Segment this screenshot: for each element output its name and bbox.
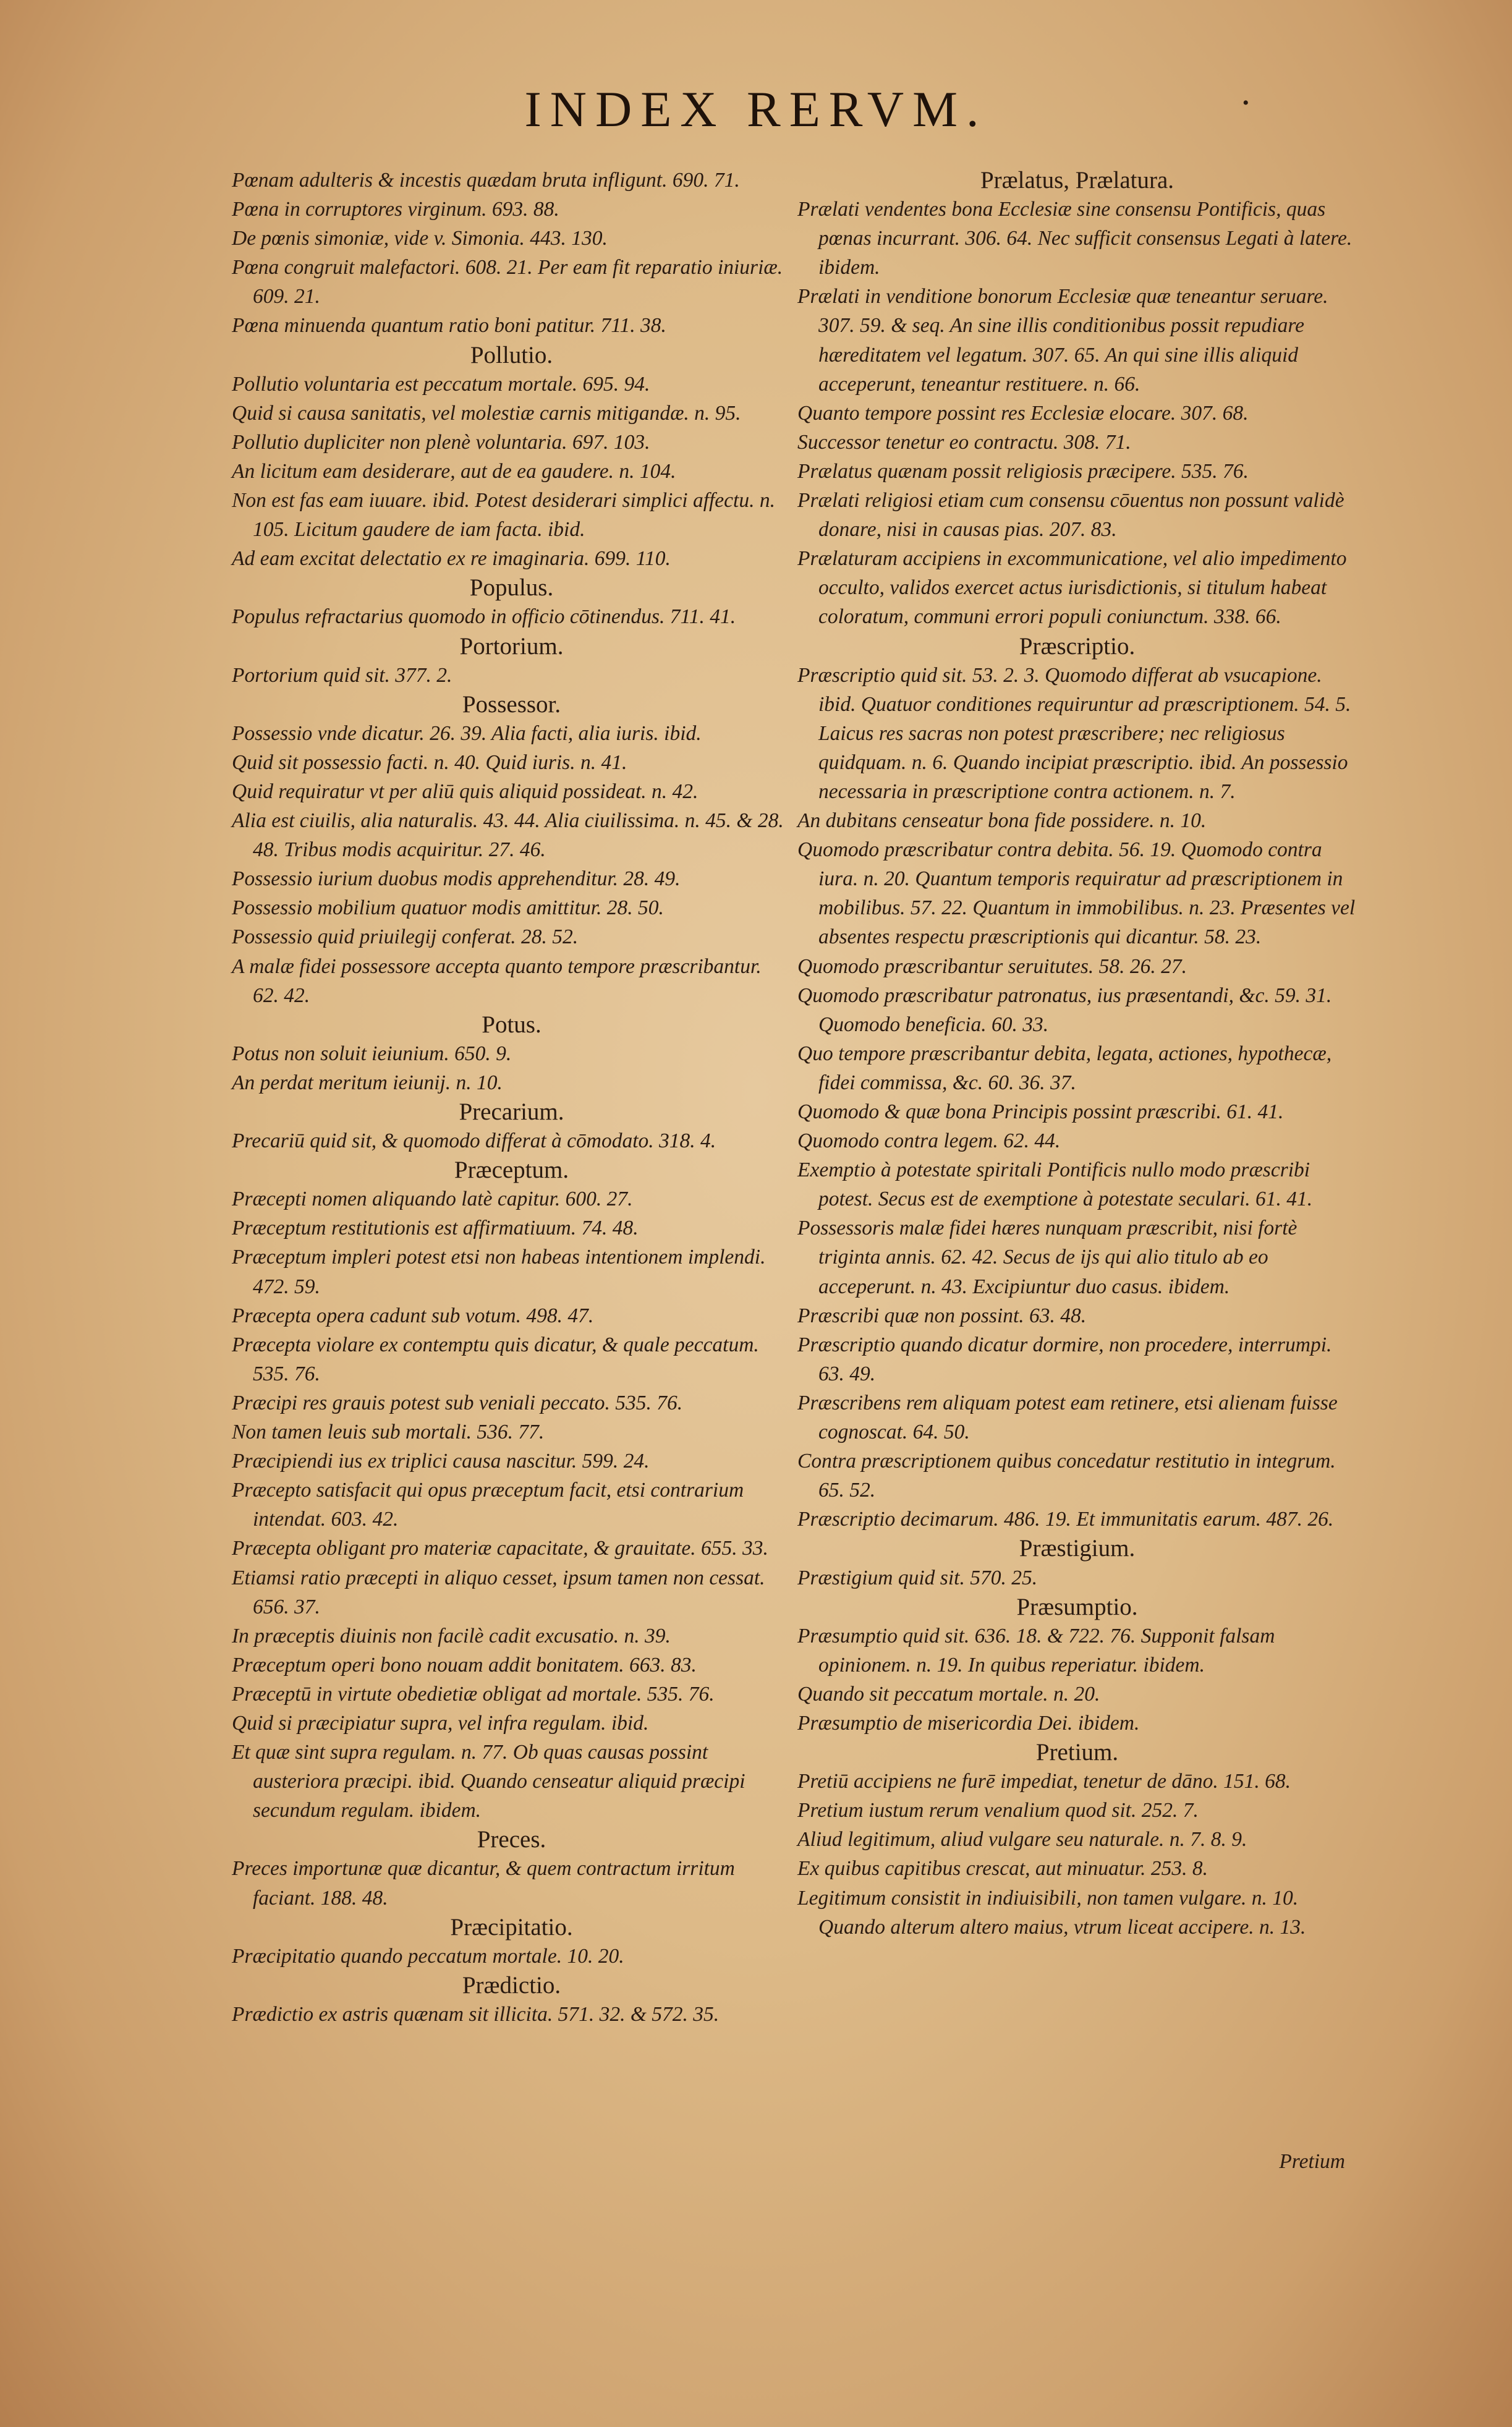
index-heading: Prædictio. <box>462 1971 561 1999</box>
index-entry: Præscriptio quando dicatur dormire, non procedere, interrumpi. 63. 49. <box>797 1333 1332 1385</box>
index-entry: Exemptio à potestate spiritali Pontificis nullo modo præscribi potest. Secus est de exemptione à potestate seculari. 61. 41. <box>797 1158 1313 1211</box>
index-entry: Præscribens rem aliquam potest eam retinere, etsi alienam fuisse cognoscat. 64. 50. <box>797 1391 1338 1444</box>
index-entry: Pœna in corruptores virginum. 693. 88. <box>232 198 559 221</box>
index-entry: Etiamsi ratio præcepti in aliquo cesset, ipsum tamen non cessat. 656. 37. <box>232 1566 765 1618</box>
index-entry: Prælati religiosi etiam cum consensu cōuentus non possunt validè donare, nisi in causas pias. 207. 83. <box>797 489 1344 542</box>
index-entry: Præsumptio quid sit. 636. 18. & 722. 76. Supponit falsam opinionem. n. 19. In quibus reperiatur. ibidem. <box>797 1624 1275 1677</box>
index-entry: Prælaturam accipiens in excommunicatione, vel alio impedimento occulto, validos exercet actus iurisdictionis, si titulum habeat coloratum, communi errori populi coniunctum. 338. 66. <box>797 547 1347 629</box>
index-entry: Non tamen leuis sub mortali. 536. 77. <box>232 1421 545 1444</box>
index-entry: Ad eam excitat delectatio ex re imaginaria. 699. 110. <box>232 547 671 571</box>
index-entry: Præcepto satisfacit qui opus præceptum facit, etsi contrarium intendat. 603. 42. <box>232 1479 744 1531</box>
left-column <box>232 166 791 2029</box>
index-entry: Pœnam adulteris & incestis quædam bruta infligunt. 690. 71. <box>232 169 740 192</box>
index-entry: Populus refractarius quomodo in officio cōtinendus. 711. 41. <box>232 605 736 629</box>
index-entry: Quanto tempore possint res Ecclesiæ elocare. 307. 68. <box>797 401 1249 425</box>
index-entry: Contra præscriptionem quibus concedatur restitutio in integrum. 65. 52. <box>797 1450 1336 1502</box>
index-entry: Possessoris malæ fidei hæres nunquam præscribit, nisi fortè triginta annis. 62. 42. Secus de ijs qui alio titulo ab eo acceperunt. n. 43. Excipiuntur duo casus. ibidem. <box>797 1217 1298 1298</box>
index-entry: Successor tenetur eo contractu. 308. 71. <box>797 430 1131 454</box>
index-entry: Præceptum impleri potest etsi non habeas intentionem implendi. 472. 59. <box>232 1246 766 1298</box>
index-entry: De pœnis simoniæ, vide v. Simonia. 443. 130. <box>232 227 608 250</box>
index-entry: Legitimum consistit in indiuisibili, non tamen vulgare. n. 10. Quando alterum altero maius, vtrum liceat accipere. n. 13. <box>797 1886 1306 1939</box>
index-entry: Possessio mobilium quatuor modis amittitur. 28. 50. <box>232 896 664 920</box>
index-entry: Quid si causa sanitatis, vel molestiæ carnis mitigandæ. n. 95. <box>232 401 741 425</box>
index-entry: Præceptum operi bono nouam addit bonitatem. 663. 83. <box>232 1653 697 1677</box>
index-entry: Possessio vnde dicatur. 26. 39. Alia facti, alia iuris. ibid. <box>232 721 702 745</box>
index-entry: Quomodo præscribatur patronatus, ius præsentandi, &c. 59. 31. Quomodo beneficia. 60. 33. <box>797 984 1332 1036</box>
index-entry: Precariū quid sit, & quomodo differat à cōmodato. 318. 4. <box>232 1129 716 1153</box>
index-entry: An perdat meritum ieiunij. n. 10. <box>232 1071 503 1094</box>
index-entry: Præscriptio decimarum. 486. 19. Et immunitatis earum. 487. 26. <box>797 1508 1334 1531</box>
index-entry: An licitum eam desiderare, aut de ea gaudere. n. 104. <box>232 459 676 483</box>
index-entry: Quo tempore præscribantur debita, legata, actiones, hypothecæ, fidei commissa, &c. 60. 36. 37. <box>797 1042 1332 1094</box>
index-entry: Non est fas eam iuuare. ibid. Potest desiderari simplici affectu. n. 105. Licitum gaudere de iam facta. ibid. <box>232 489 775 542</box>
index-entry: Præcipiendi ius ex triplici causa nascitur. 599. 24. <box>232 1450 650 1473</box>
index-heading: Præceptum. <box>454 1157 569 1184</box>
index-heading: Potus. <box>482 1011 542 1038</box>
index-entry: Quomodo contra legem. 62. 44. <box>797 1129 1061 1153</box>
index-entry: Aliud legitimum, aliud vulgare seu naturale. n. 7. 8. 9. <box>797 1828 1247 1851</box>
index-entry: Præcepti nomen aliquando latè capitur. 600. 27. <box>232 1188 633 1211</box>
index-entry: Præcipitatio quando peccatum mortale. 10. 20. <box>232 1944 624 1968</box>
index-entry: Prædictio ex astris quænam sit illicita. 571. 32. & 572. 35. <box>232 2002 720 2026</box>
index-entry: Præstigium quid sit. 570. 25. <box>797 1566 1038 1589</box>
index-entry: Ex quibus capitibus crescat, aut minuatur. 253. 8. <box>797 1857 1208 1881</box>
index-entry: Et quæ sint supra regulam. n. 77. Ob quas causas possint austeriora præcipi. ibid. Quando censeatur aliquid præcipi secundum regulam. ibidem. <box>232 1741 745 1822</box>
ink-dot: • <box>1242 93 1249 113</box>
index-entry: Præscriptio quid sit. 53. 2. 3. Quomodo differat ab vsucapione. ibid. Quatuor conditiones requiruntur ad præscriptionem. 54. 5. Laicus res sacras non potest præscribere; nec religiosus quidquam. n. 6. Quando incipiat præscriptio. ibid. An possessio necessaria in præscriptione contra actionem. n. 7. <box>797 663 1351 803</box>
index-entry: Portorium quid sit. 377. 2. <box>232 663 452 687</box>
index-entry: Prælatus quænam possit religiosis præcipere. 535. 76. <box>797 459 1249 483</box>
index-entry: Alia est ciuilis, alia naturalis. 43. 44. Alia ciuilissima. n. 45. & 28. 48. Tribus modis acquiritur. 27. 46. <box>232 809 784 862</box>
index-heading: Pollutio. <box>470 341 553 368</box>
index-entry: Potus non soluit ieiunium. 650. 9. <box>232 1042 512 1065</box>
index-entry: Quid requiratur vt per aliū quis aliquid possideat. n. 42. <box>232 780 699 803</box>
index-entry: Quid si præcipiatur supra, vel infra regulam. ibid. <box>232 1711 649 1735</box>
index-entry: Præcepta obligant pro materiæ capacitate, & grauitate. 655. 33. <box>232 1537 768 1560</box>
index-entry: Pollutio voluntaria est peccatum mortale. 695. 94. <box>232 372 650 396</box>
index-heading: Prælatus, Prælatura. <box>980 167 1174 193</box>
index-entry: Pollutio dupliciter non plenè voluntaria. 697. 103. <box>232 430 650 454</box>
index-entry: An dubitans censeatur bona fide possidere. n. 10. <box>797 809 1207 833</box>
index-heading: Præscriptio. <box>1019 632 1136 660</box>
index-heading: Populus. <box>469 574 554 601</box>
index-entry: Pœna minuenda quantum ratio boni patitur. 711. 38. <box>232 314 666 338</box>
index-entry: Præceptum restitutionis est affirmatiuum. 74. 48. <box>232 1217 639 1240</box>
index-heading: Portorium. <box>459 632 564 660</box>
index-heading: Preces. <box>477 1826 546 1853</box>
index-entry: Præcipi res grauis potest sub veniali peccato. 535. 76. <box>232 1391 683 1414</box>
index-entry: Quomodo præscribatur contra debita. 56. 19. Quomodo contra iura. n. 20. Quantum temporis requiratur ad præscriptionem in mobilibus. 57. 22. Quantum in immobilibus. n. 23. Præsentes vel absentes respectu præscriptionis qui dicantur. 58. 23. <box>797 838 1356 949</box>
index-entry: Præsumptio de misericordia Dei. ibidem. <box>797 1711 1140 1735</box>
page-header: INDEX RERVM. <box>524 81 988 137</box>
index-entry: Pœna congruit malefactori. 608. 21. Per eam fit reparatio iniuriæ. 609. 21. <box>232 256 783 308</box>
index-entry: Possessio iurium duobus modis apprehenditur. 28. 49. <box>232 867 681 891</box>
index-entry: Præcepta violare ex contemptu quis dicatur, & quale peccatum. 535. 76. <box>232 1333 759 1385</box>
index-heading: Possessor. <box>462 691 561 718</box>
index-entry: Quando sit peccatum mortale. n. 20. <box>797 1682 1100 1706</box>
index-entry: Præceptū in virtute obedietiæ obligat ad mortale. 535. 76. <box>232 1682 715 1706</box>
index-entry: Possessio quid priuilegij conferat. 28. 52. <box>232 925 579 949</box>
index-heading: Præsumptio. <box>1016 1593 1138 1620</box>
index-heading: Precarium. <box>459 1099 564 1125</box>
index-entry: A malæ fidei possessore accepta quanto tempore præscribantur. 62. 42. <box>232 954 762 1007</box>
index-entry: Quomodo præscribantur seruitutes. 58. 26. 27. <box>797 954 1187 978</box>
catchword: Pretium <box>1279 2150 1345 2173</box>
right-column <box>797 166 1357 1942</box>
index-heading: Præcipitatio. <box>450 1913 573 1940</box>
index-entry: In præceptis diuinis non facilè cadit excusatio. n. 39. <box>232 1624 671 1647</box>
index-entry: Prælati vendentes bona Ecclesiæ sine consensu Pontificis, quas pœnas incurrant. 306. 64. Nec sufficit consensus Legati à latere. ibidem. <box>797 198 1353 279</box>
index-entry: Preces importunæ quæ dicantur, & quem contractum irritum faciant. 188. 48. <box>232 1857 735 1910</box>
index-heading: Præstigium. <box>1019 1535 1136 1562</box>
index-entry: Præcepta opera cadunt sub votum. 498. 47. <box>232 1304 594 1327</box>
index-entry: Quid sit possessio facti. n. 40. Quid iuris. n. 41. <box>232 750 627 774</box>
index-entry: Prælati in venditione bonorum Ecclesiæ quæ teneantur seruare. 307. 59. & seq. An sine illis conditionibus possit repudiare hæreditatem vel legatum. 307. 65. An qui sine illis aliquid acceperunt, teneantur restituere. n. 66. <box>797 285 1328 396</box>
index-entry: Præscribi quæ non possint. 63. 48. <box>797 1304 1087 1327</box>
index-entry: Pretium iustum rerum venalium quod sit. 252. 7. <box>797 1799 1199 1822</box>
index-heading: Pretium. <box>1035 1739 1119 1766</box>
index-entry: Quomodo & quæ bona Principis possint præscribi. 61. 41. <box>797 1100 1284 1123</box>
index-entry: Pretiū accipiens ne furē impediat, tenetur de dāno. 151. 68. <box>797 1770 1291 1793</box>
